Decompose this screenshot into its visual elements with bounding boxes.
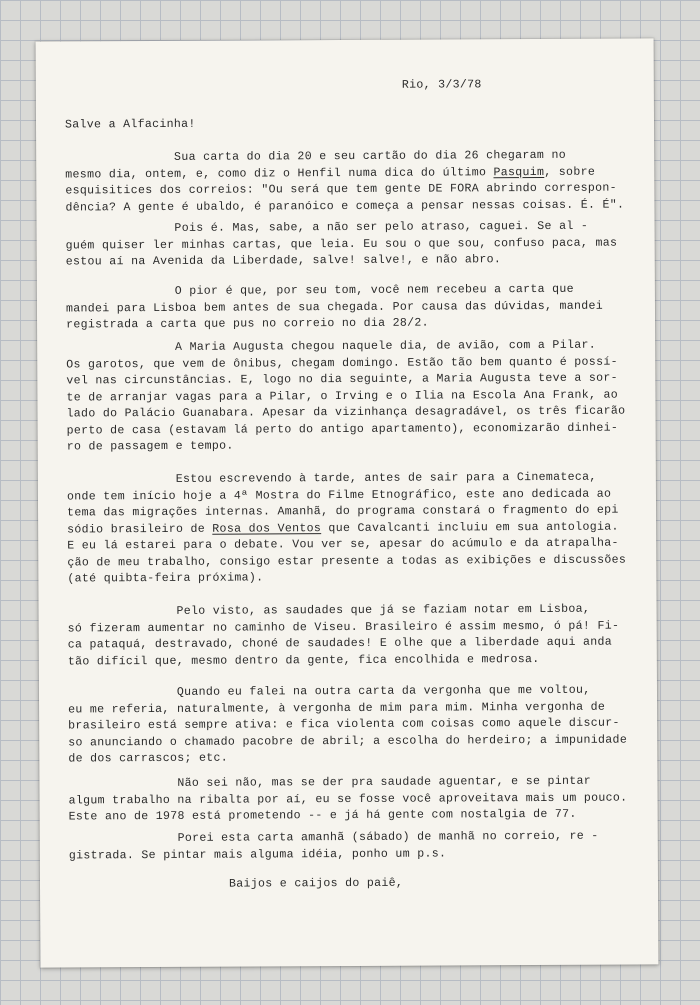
text-line: Este ano de 1978 está prometendo -- e já há gente com nostalgia de 77. xyxy=(68,807,577,824)
text-line: A Maria Augusta chegou naquele dia, de avião, com a Pilar. xyxy=(66,338,597,355)
text-line: mesmo dia, ontem, e, como diz o Henfil numa dica do último Pasquim, sobre xyxy=(65,165,596,181)
paragraph-9 xyxy=(69,829,629,865)
text-line: gistrada. Se pintar mais alguma idéia, ponho um p.s. xyxy=(68,846,447,862)
text-line: estou aí na Avenida da Liberdade, salve! salve!, e não abro. xyxy=(65,253,502,269)
letter-date: Rio, 3/3/78 xyxy=(401,78,482,92)
text-line: eu me referia, naturalmente, à vergonha de mim para mim. Minha vergonha de xyxy=(68,700,606,716)
text-line: Pois é. Mas, sabe, a não ser pelo atraso, caguei. Se al - xyxy=(65,219,589,236)
text-line: E eu lá estarei para o debate. Vou ver se, apesar do acúmulo e da atrapalha- xyxy=(67,536,619,553)
text-line: tão difícil que, mesmo dentro da gente, fica encolhida e medrosa. xyxy=(67,652,540,668)
letter-sheet xyxy=(36,38,659,967)
text-line: ção de meu trabalho, consigo estar presente a todas as exibições e discussões xyxy=(67,553,627,569)
closing-line: Baijos e caijos do paiê, xyxy=(228,876,404,891)
text-line: algum trabalho na ribalta por aí, eu se fosse você aproveitava mais um pouco. xyxy=(68,791,628,807)
text-line: brasileiro está sempre ativa: e fica violenta com coisas como aquele discur- xyxy=(68,716,620,733)
text-line: perto de casa (estavam lá perto do antigo apartamento), economizarão dinhei- xyxy=(66,421,619,437)
paragraph-8 xyxy=(68,774,628,826)
paragraph-1 xyxy=(65,148,625,217)
paragraph-7 xyxy=(68,683,628,768)
text-line: vel nas circunstâncias. E, logo no dia seguinte, a Maria Augusta teve a sor- xyxy=(66,371,618,388)
text-line: so anunciando o chamado pacobre de abril; a escolha do herdeiro; a impunidade xyxy=(68,733,628,749)
text-line: esquisitices dos correios: "Ou será que tem gente DE FORA abrindo correspon- xyxy=(65,181,617,198)
text-line: Estou escrevendo à tarde, antes de sair para a Cinemateca, xyxy=(66,470,597,487)
text-line: lado do Palácio Guanabara. Apesar da vizinhança desagradável, os três ficarão xyxy=(66,404,626,421)
text-line: Porei esta carta amanhã (sábado) de manhã no correio, re - xyxy=(68,829,599,846)
text-line: mandei para Lisboa bem antes de sua chegada. Por causa das dúvidas, mandei xyxy=(65,299,604,315)
text-line: dência? A gente é ubaldo, é paranóico e começa a pensar nessas coisas. É. É". xyxy=(65,198,625,214)
text-line: de dos carrascos; etc. xyxy=(68,751,229,766)
paragraph-6 xyxy=(68,602,628,671)
paragraph-3 xyxy=(66,282,626,334)
text-line: (até quibta-feira próxima). xyxy=(67,571,264,586)
paragraph-5 xyxy=(67,470,628,588)
text-line: onde tem início hoje a 4ª Mostra do Filme Etnográfico, este ano dedicada ao xyxy=(66,487,612,503)
salutation: Salve a Alfacinha! xyxy=(64,117,196,132)
text-line: tema das migrações internas. Amanhã, do programa constará o fragmento do epi xyxy=(67,503,619,520)
text-line: Pelo visto, as saudades que já se faziam notar em Lisboa, xyxy=(67,602,591,619)
underlined-title: Pasquim xyxy=(493,165,545,179)
text-line: Sua carta do dia 20 e seu cartão do dia 26 chegaram no xyxy=(65,148,566,165)
text-line: Quando eu falei na outra carta da vergonha que me voltou, xyxy=(67,683,591,700)
text-line: só fizeram aumentar no caminho de Viseu. Brasileiro é assim mesmo, ó pá! Fi- xyxy=(67,619,620,635)
text-line: Os garotos, que vem de ônibus, chegam domingo. Estão tão bem quanto é possí- xyxy=(66,355,618,371)
underlined-title: Rosa dos Ventos xyxy=(212,521,322,536)
text-line: ca pataquá, destravado, choné de saudades! E olhe que a liberdade aqui anda xyxy=(67,635,613,652)
paragraph-2 xyxy=(66,219,626,271)
text-line: registrada a carta que pus no correio no dia 28/2. xyxy=(66,316,429,332)
letter-body xyxy=(64,38,647,891)
text-line: guém quiser ler minhas cartas, que leia. Eu sou o que sou, confuso paca, mas xyxy=(65,236,618,252)
paragraph-4 xyxy=(66,338,627,456)
text-line: Não sei não, mas se der pra saudade aguentar, e se pintar xyxy=(68,774,592,791)
text-line: ro de passagem e tempo. xyxy=(66,439,234,454)
text-line: te de arranjar vagas para a Pilar, o Irving e o Ilia na Escola Ana Frank, ao xyxy=(66,388,619,404)
text-line: sódio brasileiro de Rosa dos Ventos que Cavalcanti incluiu em sua antologia. xyxy=(67,520,619,536)
text-line: O pior é que, por seu tom, você nem recebeu a carta que xyxy=(65,282,574,299)
